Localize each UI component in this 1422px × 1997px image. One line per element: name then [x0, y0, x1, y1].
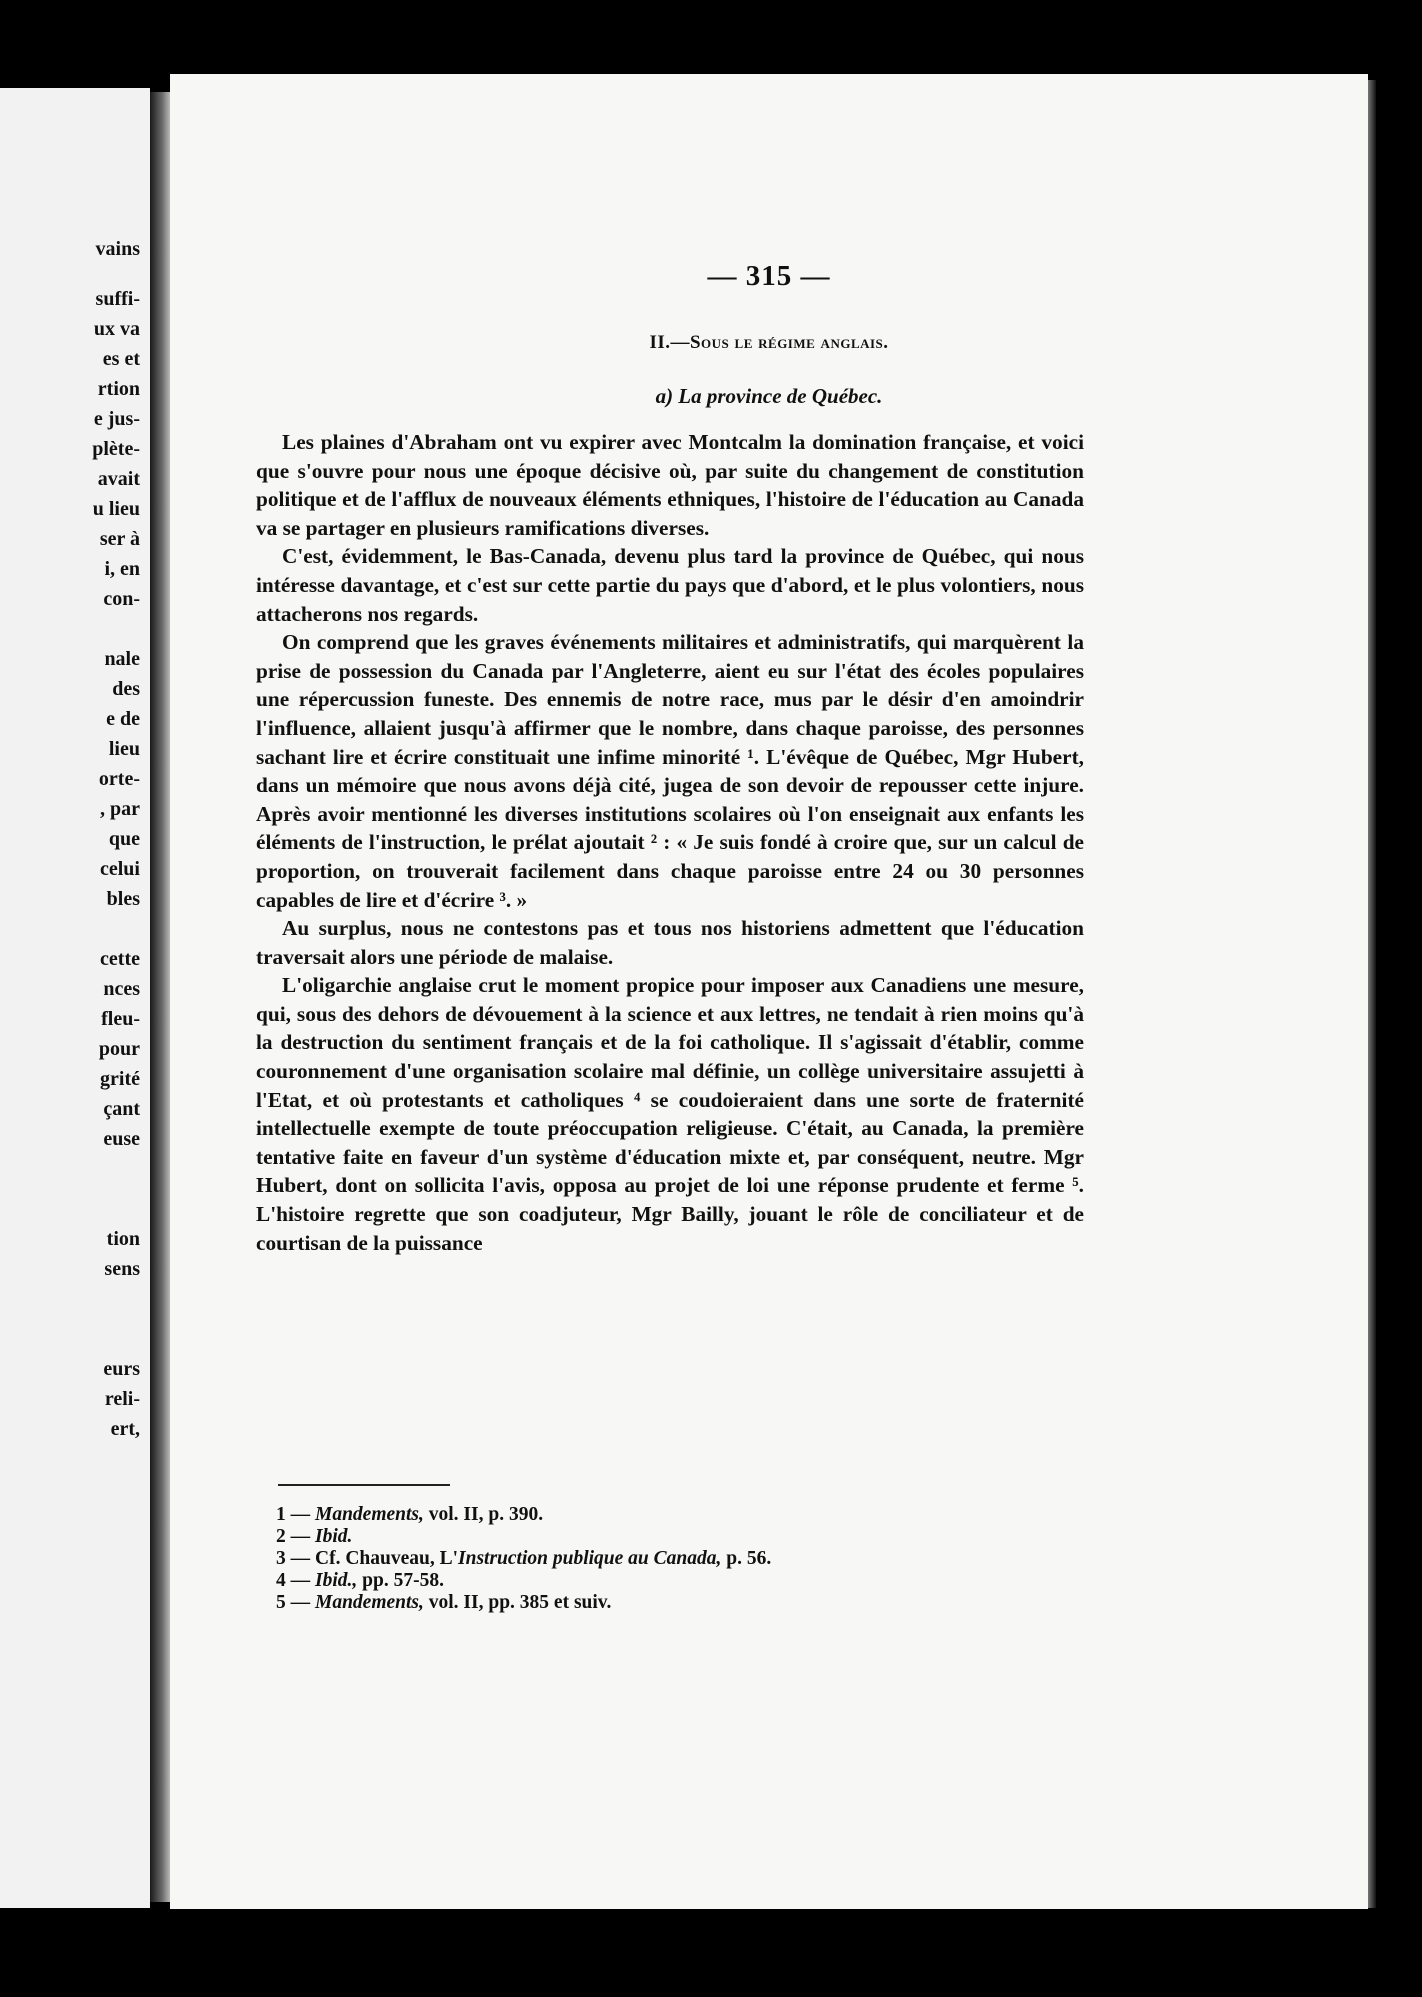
left-page-text-fragment: nces	[103, 978, 140, 1000]
paragraph: Au surplus, nous ne contestons pas et tous nos historiens admettent que l'éducation traversait alors une période de malaise.	[256, 916, 1084, 969]
left-page-text-fragment: es et	[102, 348, 140, 370]
footnote	[276, 1504, 976, 1526]
footnote	[276, 1526, 976, 1548]
left-page-text-fragment: rtion	[97, 378, 140, 400]
left-page-text-fragment: nale	[104, 648, 140, 670]
book-gutter	[150, 92, 172, 1902]
body-text	[256, 428, 1084, 1257]
left-page-text-fragment: eurs	[103, 1358, 140, 1380]
paragraph: C'est, évidemment, le Bas-Canada, devenu plus tard la province de Québec, qui nous intéresse davantage, et c'est sur cette partie du pays que d'abord, et le plus volontiers, nous attacherons nos regards.	[256, 544, 1084, 626]
paragraph: Les plaines d'Abraham ont vu expirer avec Montcalm la domination française, et voici que s'ouvre pour nous une époque décisive où, par suite du changement de constitution politique et de l'afflux de nouveaux éléments ethniques, l'histoire de l'éducation au Canada va se partager en plusieurs ramifications diverses.	[256, 430, 1084, 540]
left-page-text-fragment: que	[108, 828, 140, 850]
left-page-fragment	[0, 88, 150, 1908]
footnote-reference: vol. II, pp. 385 et suiv.	[423, 1592, 612, 1613]
left-page-text-fragment: euse	[103, 1128, 140, 1150]
book-page	[170, 74, 1368, 1909]
left-page-text-fragment: ux va	[93, 318, 140, 340]
left-page-text-fragment: orte-	[98, 768, 140, 790]
left-page-text-fragment: sens	[104, 1258, 140, 1280]
left-page-text-fragment: celui	[100, 858, 140, 880]
section-heading: II.—Sous le régime anglais.	[649, 332, 889, 353]
left-page-text-fragment: u lieu	[92, 498, 140, 520]
footnote-title: Ibid.,	[315, 1570, 358, 1591]
footnote-number: 1 —	[276, 1504, 315, 1525]
left-page-text-fragment: suffi-	[95, 288, 140, 310]
left-page-text-fragment: e jus-	[93, 408, 140, 430]
left-page-text-fragment: , par	[100, 798, 140, 820]
left-page-text-fragment: ert,	[110, 1418, 140, 1440]
footnote-reference: pp. 57-58.	[357, 1570, 444, 1591]
footnote-title: Mandements,	[315, 1592, 424, 1613]
footnote-number: 5 —	[276, 1592, 315, 1613]
left-page-text-fragment: grité	[100, 1068, 140, 1090]
footnote-title: Instruction publique au Canada,	[458, 1548, 722, 1569]
left-page-text-fragment: bles	[106, 888, 140, 910]
footnote-title: Ibid.	[315, 1526, 353, 1547]
page-edge-shadow	[1368, 80, 1376, 1908]
left-page-text-fragment: plète-	[92, 438, 140, 460]
footnote-number: 2 —	[276, 1526, 315, 1547]
footnote-reference: p. 56.	[721, 1548, 772, 1569]
left-page-text-fragment: lieu	[108, 738, 140, 760]
left-page-text-fragment: çant	[103, 1098, 140, 1120]
left-page-text-fragment: tion	[106, 1228, 140, 1250]
paragraph: L'oligarchie anglaise crut le moment propice pour imposer aux Canadiens une mesure, qui, sous des dehors de dévouement à la science et aux lettres, ne tendait à rien moins qu'à la destruction du sentiment français et de la foi catholique. Il s'agissait d'établir, comme couronnement d'une organisation scolaire mal définie, un collège universitaire assujetti à l'Etat, et où protestants et catholiques ⁴ se coudoieraient dans une sorte de fraternité intellectuelle exempte de toute préoccupation religieuse. C'était, au Canada, la première tentative faite en faveur d'un système d'éducation mixte et, par conséquent, neutre. Mgr Hubert, dont on sollicita l'avis, opposa au projet de loi une réponse prudente et ferme ⁵. L'histoire regrette que son coadjuteur, Mgr Bailly, jouant le rôle de conciliateur et de courtisan de la puissance	[256, 973, 1084, 1255]
footnote-number: 4 —	[276, 1570, 315, 1591]
footnote	[276, 1548, 976, 1570]
footnote-title: Mandements,	[315, 1504, 424, 1525]
paragraph: On comprend que les graves événements militaires et administratifs, qui marquèrent la prise de possession du Canada par l'Angleterre, aient eu sur l'état des écoles populaires une répercussion funeste. Des ennemis de notre race, mus par le désir d'en amoindrir l'influence, allaient jusqu'à affirmer que le nombre, dans chaque paroisse, des personnes sachant lire et écrire constituait une infime minorité ¹. L'évêque de Québec, Mgr Hubert, dans un mémoire que nous avons déjà cité, jugea de son devoir de repousser cette injure. Après avoir mentionné les diverses institutions scolaires où l'on enseignait aux enfants les éléments de l'instruction, le prélat ajoutait ² : « Je suis fondé à croire que, sur un calcul de proportion, on trouverait facilement dans chaque paroisse entre 24 ou 30 personnes capables de lire et d'écrire ³. »	[256, 630, 1084, 912]
footnote-prefix: Cf. Chauveau, L'	[315, 1548, 459, 1569]
left-page-text-fragment: con-	[103, 588, 140, 610]
left-page-text-fragment: fleu-	[101, 1008, 140, 1030]
page-number: — 315 —	[707, 260, 831, 292]
footnotes	[276, 1504, 976, 1614]
footnote	[276, 1570, 976, 1592]
left-page-text-fragment: vains	[95, 238, 140, 260]
left-page-text-fragment: ser à	[99, 528, 140, 550]
left-page-text-fragment: i, en	[104, 558, 140, 580]
footnote-number: 3 —	[276, 1548, 315, 1569]
subsection-heading: a) La province de Québec.	[655, 384, 883, 408]
left-page-text-fragment: e de	[106, 708, 140, 730]
left-page-text-fragment: pour	[98, 1038, 140, 1060]
footnote-divider	[278, 1484, 450, 1486]
left-page-text-fragment: des	[112, 678, 140, 700]
left-page-text-fragment: reli-	[104, 1388, 140, 1410]
left-page-text-fragment: cette	[100, 948, 140, 970]
left-page-text-fragment: avait	[97, 468, 140, 490]
footnote	[276, 1592, 976, 1614]
footnote-reference: vol. II, p. 390.	[423, 1504, 544, 1525]
